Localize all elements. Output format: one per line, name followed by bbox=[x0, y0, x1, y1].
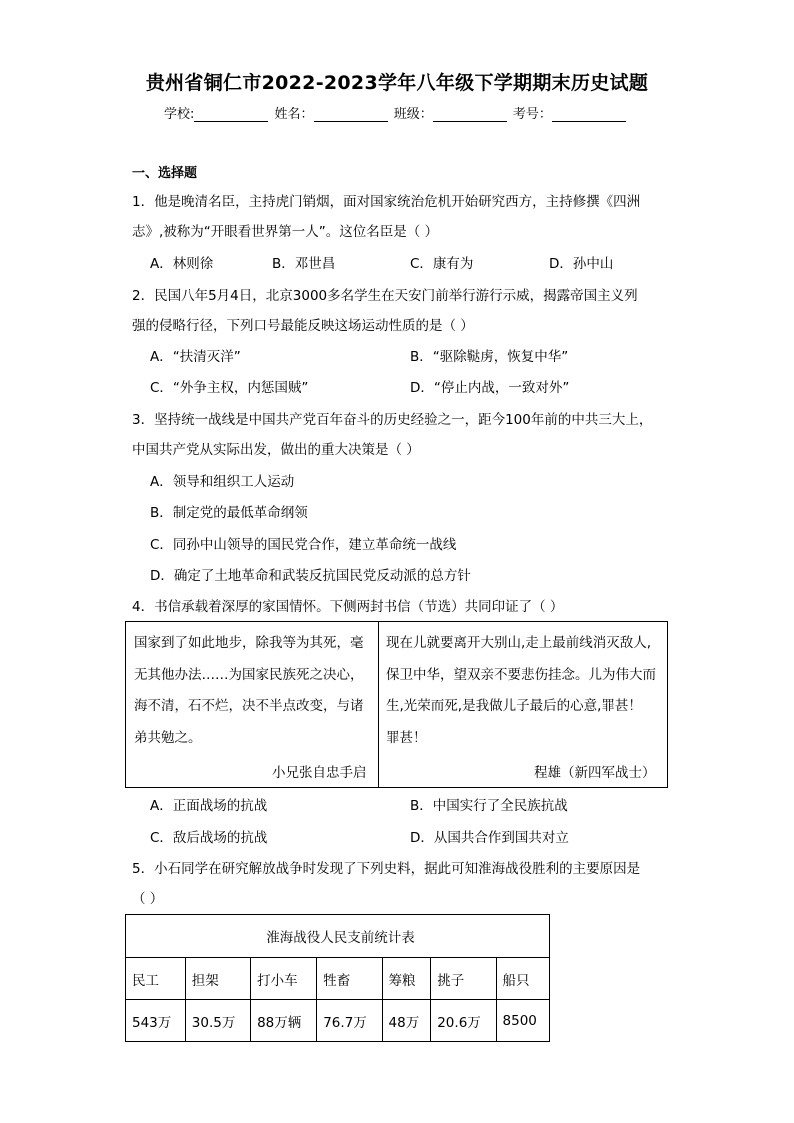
letter-zhang-line: 弟共勉之。 bbox=[134, 729, 202, 746]
table-header-cell: 民工 bbox=[126, 958, 186, 1000]
letter-zhang-line: 国家到了如此地步，除我等为其死，毫 bbox=[134, 635, 364, 651]
letter-cheng-line: 现在儿就要离开大别山,走上最前线消灭敌人, bbox=[386, 635, 652, 651]
name-blank bbox=[314, 107, 388, 122]
table-cell: 76.7万 bbox=[317, 1000, 382, 1042]
q2-option-c[interactable]: C．“外争主权，内惩国贼” bbox=[150, 380, 309, 396]
q2-option-a[interactable]: A．“扶清灭洋” bbox=[150, 349, 241, 365]
number-blank bbox=[552, 107, 626, 122]
letter-cheng-signature: 程雄（新四军战士） bbox=[534, 765, 656, 781]
letter-cheng-line: 罪甚！ bbox=[386, 729, 427, 746]
student-info-row bbox=[164, 103, 628, 122]
support-stats-table bbox=[125, 914, 550, 1042]
table-cell: 30.5万 bbox=[185, 1000, 250, 1042]
table-header-cell: 担架 bbox=[185, 958, 250, 1000]
table-cell: 8500 bbox=[496, 1000, 549, 1042]
q3-option-a[interactable]: A．领导和组织工人运动 bbox=[150, 474, 295, 490]
school-label: 学校: bbox=[164, 107, 195, 122]
letter-zhang-signature: 小兄张自忠手启 bbox=[272, 765, 367, 781]
q4-option-d[interactable]: D．从国共合作到国共对立 bbox=[410, 830, 569, 846]
q4-option-b[interactable]: B．中国实行了全民族抗战 bbox=[410, 798, 568, 814]
number-label: 考号： bbox=[512, 107, 552, 122]
table-cell: 88万辆 bbox=[251, 1000, 317, 1042]
section-heading: 一、选择题 bbox=[132, 166, 198, 181]
letter-cheng-line: 生,光荣而死,是我做儿子最后的心意,罪甚！ bbox=[386, 698, 642, 714]
q3-option-c[interactable]: C．同孙中山领导的国民党合作，建立革命统一战线 bbox=[150, 537, 457, 553]
q2-option-d[interactable]: D．“停止内战，一致对外” bbox=[410, 380, 570, 396]
table-header-cell: 打小车 bbox=[251, 958, 317, 1000]
table-cell: 20.6万 bbox=[431, 1000, 496, 1042]
table-header-row bbox=[126, 958, 550, 1000]
letter-cheng bbox=[386, 628, 662, 754]
q4-text-line1: 4．书信承载着深厚的家国情怀。下侧两封书信（节选）共同印证了（ ） bbox=[132, 599, 564, 615]
q4-option-c[interactable]: C．敌后战场的抗战 bbox=[150, 830, 268, 846]
letter-zhang-line: 海不清，石不烂，决不半点改变，与诸 bbox=[134, 698, 364, 714]
q1-option-c[interactable]: C．康有为 bbox=[410, 256, 474, 272]
table-header-cell: 筹粮 bbox=[382, 958, 431, 1000]
q2-option-b[interactable]: B．“驱除鞑虏，恢复中华” bbox=[410, 349, 569, 365]
q3-text-line2: 中国共产党从实际出发，做出的重大决策是（ ） bbox=[132, 442, 420, 458]
q1-option-a[interactable]: A．林则徐 bbox=[150, 256, 214, 272]
letters-box bbox=[125, 621, 668, 788]
table-caption: 淮海战役人民支前统计表 bbox=[126, 915, 550, 958]
q3-option-d[interactable]: D．确定了土地革命和武装反抗国民党反动派的总方针 bbox=[150, 568, 471, 584]
q5-text-line1: 5．小石同学在研究解放战争时发现了下列史料，据此可知淮海战役胜利的主要原因是 bbox=[132, 861, 641, 877]
letter-cheng-line: 保卫中华，望双亲不要悲伤挂念。儿为伟大而 bbox=[386, 666, 656, 683]
page-title: 贵州省铜仁市2022-2023学年八年级下学期期末历史试题 bbox=[145, 72, 649, 94]
table-header-cell: 挑子 bbox=[431, 958, 496, 1000]
school-blank bbox=[194, 107, 268, 122]
table-cell: 543万 bbox=[126, 1000, 186, 1042]
q2-text-line1: 2．民国八年5月4日，北京3000多名学生在天安门前举行游行示威，揭露帝国主义列 bbox=[132, 288, 638, 304]
class-label: 班级： bbox=[393, 107, 433, 122]
letter-zhang-line: 无其他办法……为国家民族死之决心， bbox=[134, 666, 364, 683]
q2-text-line2: 强的侵略行径，下列口号最能反映这场运动性质的是（ ） bbox=[132, 318, 474, 334]
q4-option-a[interactable]: A．正面战场的抗战 bbox=[150, 798, 268, 814]
q1-text-line2: 志》,被称为“开眼看世界第一人”。这位名臣是（ ） bbox=[132, 224, 439, 240]
name-label: 姓名： bbox=[274, 107, 314, 122]
q1-option-b[interactable]: B．邓世昌 bbox=[272, 256, 336, 272]
letter-zhang bbox=[134, 628, 374, 754]
q3-option-b[interactable]: B．制定党的最低革命纲领 bbox=[150, 505, 308, 521]
class-blank bbox=[433, 107, 507, 122]
q3-text-line1: 3．坚持统一战线是中国共产党百年奋斗的历史经验之一，距今100年前的中共三大上， bbox=[132, 412, 653, 428]
q1-option-d[interactable]: D．孙中山 bbox=[549, 256, 614, 272]
table-cell: 48万 bbox=[382, 1000, 431, 1042]
table-caption-row bbox=[126, 915, 550, 958]
q1-text-line1: 1．他是晚清名臣，主持虎门销烟，面对国家统治危机开始研究西方，主持修撰《四洲 bbox=[132, 194, 641, 210]
table-header-cell: 船只 bbox=[496, 958, 549, 1000]
table-header-cell: 牲畜 bbox=[317, 958, 382, 1000]
letters-divider bbox=[378, 622, 379, 787]
q5-text-line2: （ ） bbox=[132, 891, 164, 907]
table-row bbox=[126, 1000, 550, 1042]
